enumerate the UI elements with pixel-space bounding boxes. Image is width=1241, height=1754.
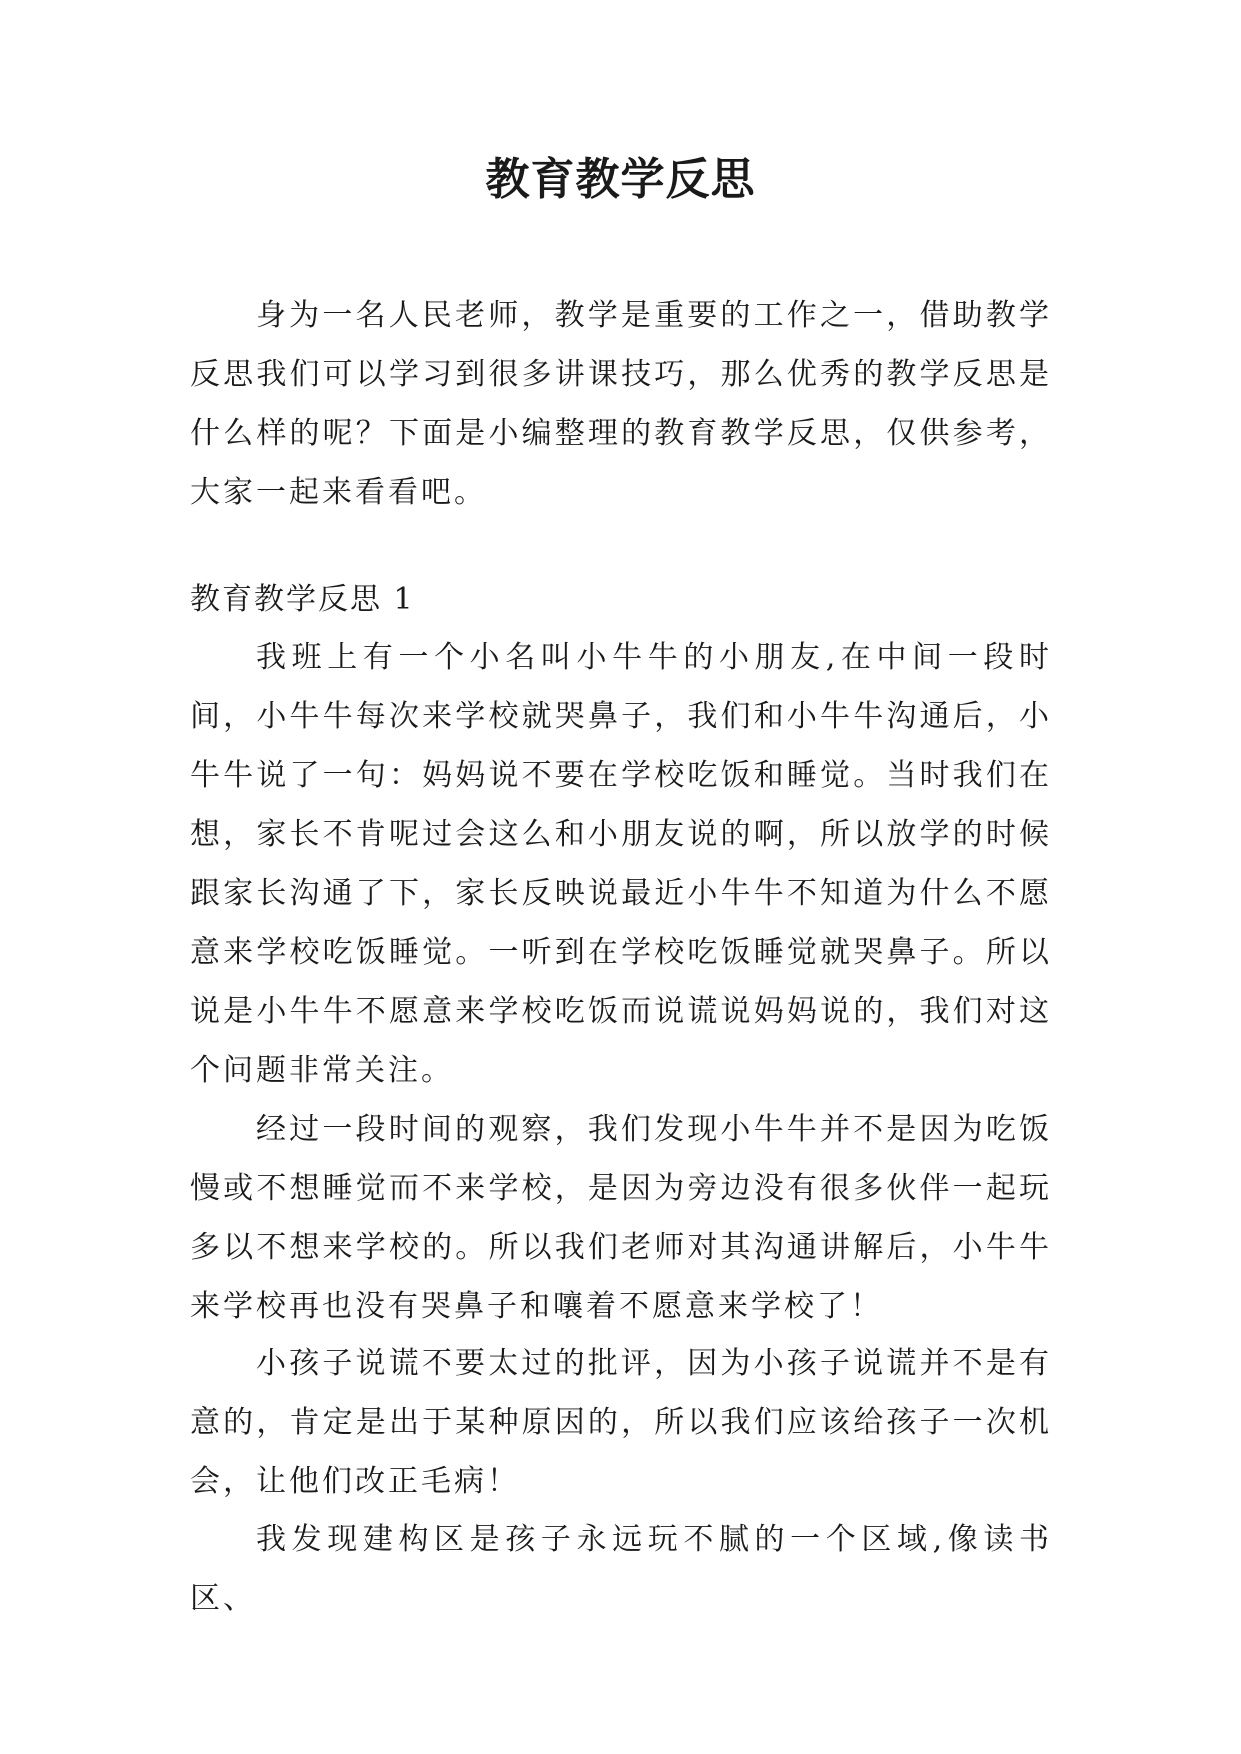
body-paragraph-4: 我发现建构区是孩子永远玩不腻的一个区域,像读书区、 [190,1522,1052,1616]
section-heading: 教育教学反思 1 [190,582,415,617]
body-paragraph-1: 我班上有一个小名叫小牛牛的小朋友,在中间一段时间，小牛牛每次来学校就哭鼻子，我们和小牛牛沟通后，小牛牛说了一句：妈妈说不要在学校吃饭和睡觉。当时我们在想，家长不肯呢过会这么和小朋友说的啊，所以放学的时候跟家长沟通了下，家长反映说最近小牛牛不知道为什么不愿意来学校吃饭睡觉。一听到在学校吃饭睡觉就哭鼻子。所以说是小牛牛不愿意来学校吃饭而说谎说妈妈说的，我们对这个问题非常关注。 [190,640,1052,1088]
intro-paragraph: 身为一名人民老师，教学是重要的工作之一，借助教学反思我们可以学习到很多讲课技巧，那么优秀的教学反思是什么样的呢？下面是小编整理的教育教学反思，仅供参考，大家一起来看看吧。 [190,298,1052,510]
body-paragraph-2: 经过一段时间的观察，我们发现小牛牛并不是因为吃饭慢或不想睡觉而不来学校，是因为旁边没有很多伙伴一起玩多以不想来学校的。所以我们老师对其沟通讲解后，小牛牛来学校再也没有哭鼻子和嚷着不愿意来学校了！ [190,1112,1052,1324]
body-paragraph-3: 小孩子说谎不要太过的批评，因为小孩子说谎并不是有意的，肯定是出于某种原因的，所以我们应该给孩子一次机会，让他们改正毛病！ [190,1346,1052,1499]
document-title: 教育教学反思 [485,154,756,205]
